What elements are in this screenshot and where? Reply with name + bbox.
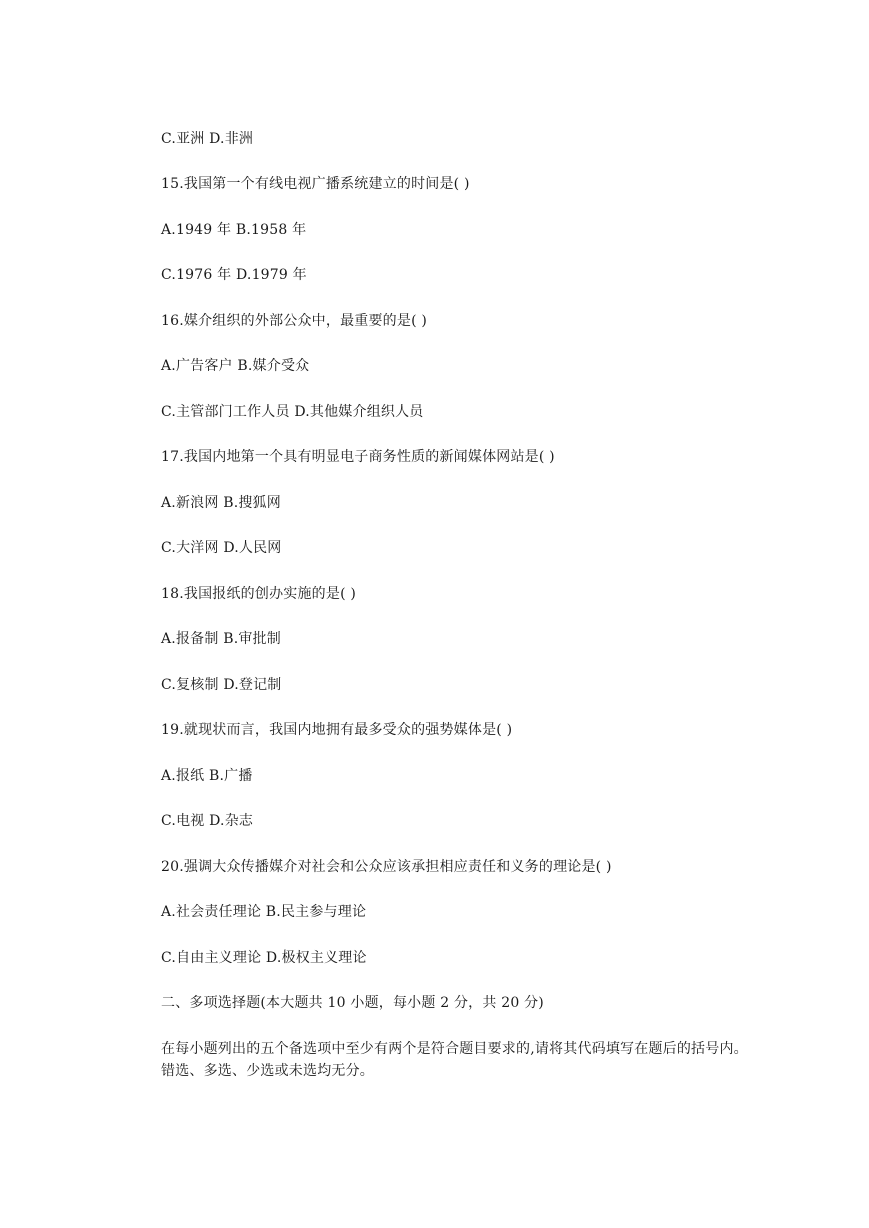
q18-options-cd: C.复核制 D.登记制 (161, 677, 282, 693)
q16-options-cd: C.主管部门工作人员 D.其他媒介组织人员 (161, 404, 424, 420)
q19-options-cd: C.电视 D.杂志 (161, 813, 254, 829)
q17-options-ab: A.新浪网 B.搜狐网 (161, 495, 281, 511)
q15-options-cd: C.1976 年 D.1979 年 (161, 267, 307, 283)
q16-question: 16.媒介组织的外部公众中，最重要的是( ) (161, 313, 428, 329)
section-two-heading: 二、多项选择题(本大题共 10 小题，每小题 2 分，共 20 分) (161, 995, 544, 1011)
q19-options-ab: A.报纸 B.广播 (161, 768, 253, 784)
q19-question: 19.就现状而言，我国内地拥有最多受众的强势媒体是( ) (161, 722, 513, 738)
q17-options-cd: C.大洋网 D.人民网 (161, 540, 282, 556)
q20-question: 20.强调大众传播媒介对社会和公众应该承担相应责任和义务的理论是( ) (161, 859, 612, 875)
q20-options-cd: C.自由主义理论 D.极权主义理论 (161, 950, 367, 966)
q15-question: 15.我国第一个有线电视广播系统建立的时间是( ) (161, 176, 470, 192)
q16-options-ab: A.广告客户 B.媒介受众 (161, 358, 310, 374)
q20-options-ab: A.社会责任理论 B.民主参与理论 (161, 904, 367, 920)
section-two-instructions: 在每小题列出的五个备选项中至少有两个是符合题目要求的,请将其代码填写在题后的括号内。错选、多选、少选或未选均无分。 (161, 1041, 748, 1079)
q17-question: 17.我国内地第一个具有明显电子商务性质的新闻媒体网站是( ) (161, 449, 555, 465)
q18-options-ab: A.报备制 B.审批制 (161, 631, 281, 647)
q15-options-ab: A.1949 年 B.1958 年 (161, 222, 307, 238)
q14-options-cd: C.亚洲 D.非洲 (161, 131, 254, 147)
q18-question: 18.我国报纸的创办实施的是( ) (161, 586, 357, 602)
